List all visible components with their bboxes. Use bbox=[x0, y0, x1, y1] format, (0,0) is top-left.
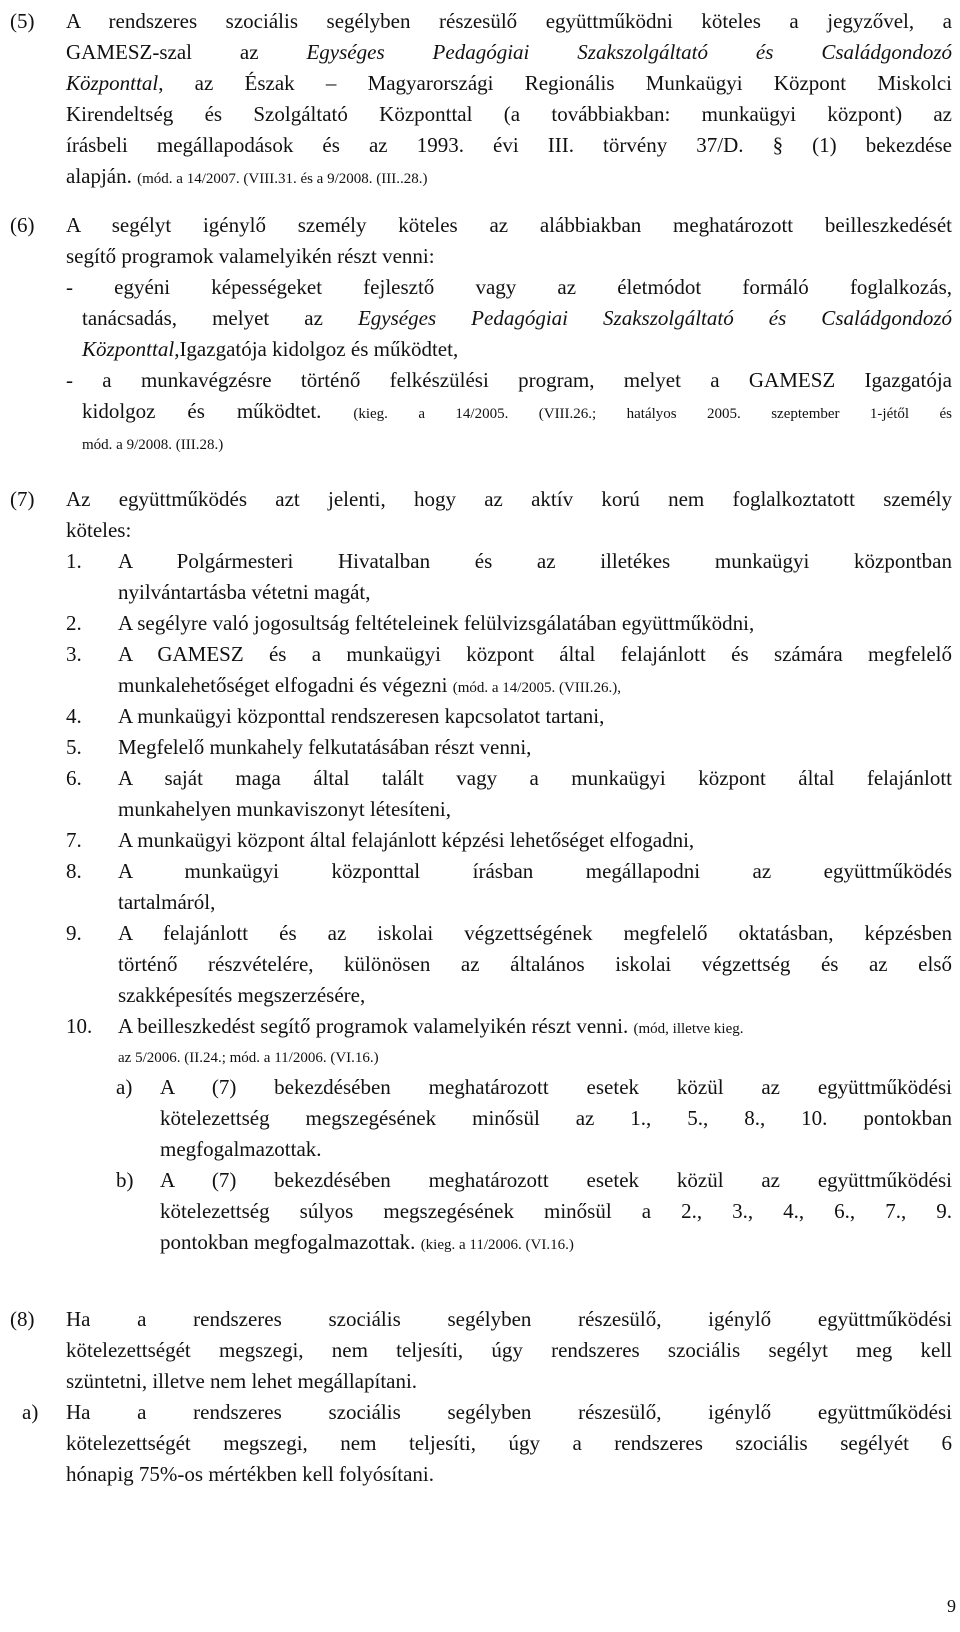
text-line: A beilleszkedést segítő programok valamelyikén részt venni. (mód, illetve kieg. bbox=[118, 1014, 744, 1038]
text-line: Megfelelő munkahely felkutatásában részt venni, bbox=[118, 735, 532, 759]
text-line: szakképesítés megszerzésére, bbox=[118, 983, 366, 1007]
list-marker: a) bbox=[116, 1075, 133, 1099]
text-line: köteles: bbox=[66, 518, 132, 542]
text-line: GAMESZ-szal az Egységes Pedagógiai Szakszolgáltató és Családgondozó bbox=[66, 40, 952, 64]
text-line: Kirendeltség és Szolgáltató Központtal (a továbbiakban: munkaügyi központ) az bbox=[66, 102, 952, 126]
text-line: kötelezettség súlyos megszegésének minősül a 2., 3., 4., 6., 7., 9. bbox=[160, 1199, 952, 1223]
text-line: nyilvántartásba vétetni magát, bbox=[118, 580, 371, 604]
text-line: megfogalmazottak. bbox=[160, 1137, 322, 1161]
text-line: írásbeli megállapodások és az 1993. évi III. törvény 37/D. § (1) bekezdése bbox=[66, 133, 952, 157]
text-line: A (7) bekezdésében meghatározott esetek közül az együttműködési bbox=[160, 1075, 952, 1099]
list-marker: 6. bbox=[66, 766, 82, 790]
text-line: mód. a 9/2008. (III.28.) bbox=[82, 437, 224, 453]
text-line: A Polgármesteri Hivatalban és az illetékes munkaügyi központban bbox=[118, 549, 952, 573]
text-line: A saját maga által talált vagy a munkaügyi központ által felajánlott bbox=[118, 766, 952, 790]
list-marker: a) bbox=[22, 1400, 39, 1424]
text-line: hónapig 75%-os mértékben kell folyósítani. bbox=[66, 1462, 435, 1486]
text-line: A munkaügyi központ által felajánlott képzési lehetőséget elfogadni, bbox=[118, 828, 695, 852]
text-line: - egyéni képességeket fejlesztő vagy az életmódot formáló foglalkozás, bbox=[66, 275, 952, 299]
text-line: Az együttműködés azt jelenti, hogy az aktív korú nem foglalkoztatott személy bbox=[66, 487, 952, 511]
text-line: A GAMESZ és a munkaügyi központ által felajánlott és számára megfelelő bbox=[118, 642, 952, 666]
paragraph-number: (6) bbox=[10, 213, 35, 237]
text-line: A felajánlott és az iskolai végzettségének megfelelő oktatásban, képzésben bbox=[118, 921, 952, 945]
text-line: tartalmáról, bbox=[118, 890, 216, 914]
text-line: történő részvételére, különösen az általános iskolai végzettség és az első bbox=[118, 952, 952, 976]
page-number: 9 bbox=[947, 1596, 956, 1616]
text-line: A munkaügyi központtal rendszeresen kapcsolatot tartani, bbox=[118, 704, 605, 728]
text-line: szüntetni, illetve nem lehet megállapítani. bbox=[66, 1369, 418, 1393]
text-line: pontokban megfogalmazottak. (kieg. a 11/2006. (VI.16.) bbox=[160, 1230, 574, 1254]
list-marker: b) bbox=[116, 1168, 134, 1192]
paragraph-number: (7) bbox=[10, 487, 35, 511]
text-line: tanácsadás, melyet az Egységes Pedagógiai Szakszolgáltató és Családgondozó bbox=[82, 306, 952, 330]
text-line: A segélyre való jogosultság feltételeinek felülvizsgálatában együttműködni, bbox=[118, 611, 755, 635]
text-line: Központtal, az Észak – Magyarországi Regionális Munkaügyi Központ Miskolci bbox=[66, 71, 952, 95]
text-line: A segélyt igénylő személy köteles az alábbiakban meghatározott beilleszkedését bbox=[66, 213, 952, 237]
paragraph-number: (5) bbox=[10, 9, 35, 33]
text-line: alapján. (mód. a 14/2007. (VIII.31. és a 9/2008. (III..28.) bbox=[66, 164, 428, 188]
text-line: kötelezettségét megszegi, nem teljesíti, úgy rendszeres szociális segélyt meg kell bbox=[66, 1338, 952, 1362]
text-line: az 5/2006. (II.24.; mód. a 11/2006. (VI.16.) bbox=[118, 1050, 379, 1066]
list-marker: 9. bbox=[66, 921, 82, 945]
paragraph-number: (8) bbox=[10, 1307, 35, 1331]
text-line: A rendszeres szociális segélyben részesülő együttműködni köteles a jegyzővel, a bbox=[66, 9, 952, 33]
text-line: segítő programok valamelyikén részt venni: bbox=[66, 244, 435, 268]
list-marker: 4. bbox=[66, 704, 82, 728]
text-line: A (7) bekezdésében meghatározott esetek közül az együttműködési bbox=[160, 1168, 952, 1192]
text-line: A munkaügyi központtal írásban megállapodni az együttműködés bbox=[118, 859, 952, 883]
text-line: Központtal,Igazgatója kidolgoz és működtet, bbox=[82, 337, 459, 361]
text-line: kötelezettségét megszegi, nem teljesíti, úgy a rendszeres szociális segélyét 6 bbox=[66, 1431, 952, 1455]
list-marker: 2. bbox=[66, 611, 82, 635]
text-line: kötelezettség megszegésének minősül az 1., 5., 8., 10. pontokban bbox=[160, 1106, 952, 1130]
list-marker: 3. bbox=[66, 642, 82, 666]
list-marker: 8. bbox=[66, 859, 82, 883]
text-line: munkalehetőséget elfogadni és végezni (mód. a 14/2005. (VIII.26.), bbox=[118, 673, 622, 697]
list-marker: 5. bbox=[66, 735, 82, 759]
text-line: - a munkavégzésre történő felkészülési program, melyet a GAMESZ Igazgatója bbox=[66, 368, 952, 392]
list-marker: 10. bbox=[66, 1014, 93, 1038]
text-line: munkahelyen munkaviszonyt létesíteni, bbox=[118, 797, 452, 821]
text-line: Ha a rendszeres szociális segélyben részesülő, igénylő együttműködési bbox=[66, 1307, 952, 1331]
list-marker: 7. bbox=[66, 828, 82, 852]
text-line: Ha a rendszeres szociális segélyben részesülő, igénylő együttműködési bbox=[66, 1400, 952, 1424]
text-line: kidolgoz és működtet. (kieg. a 14/2005. (VIII.26.; hatályos 2005. szeptember 1-jétől és bbox=[82, 399, 953, 423]
list-marker: 1. bbox=[66, 549, 82, 573]
